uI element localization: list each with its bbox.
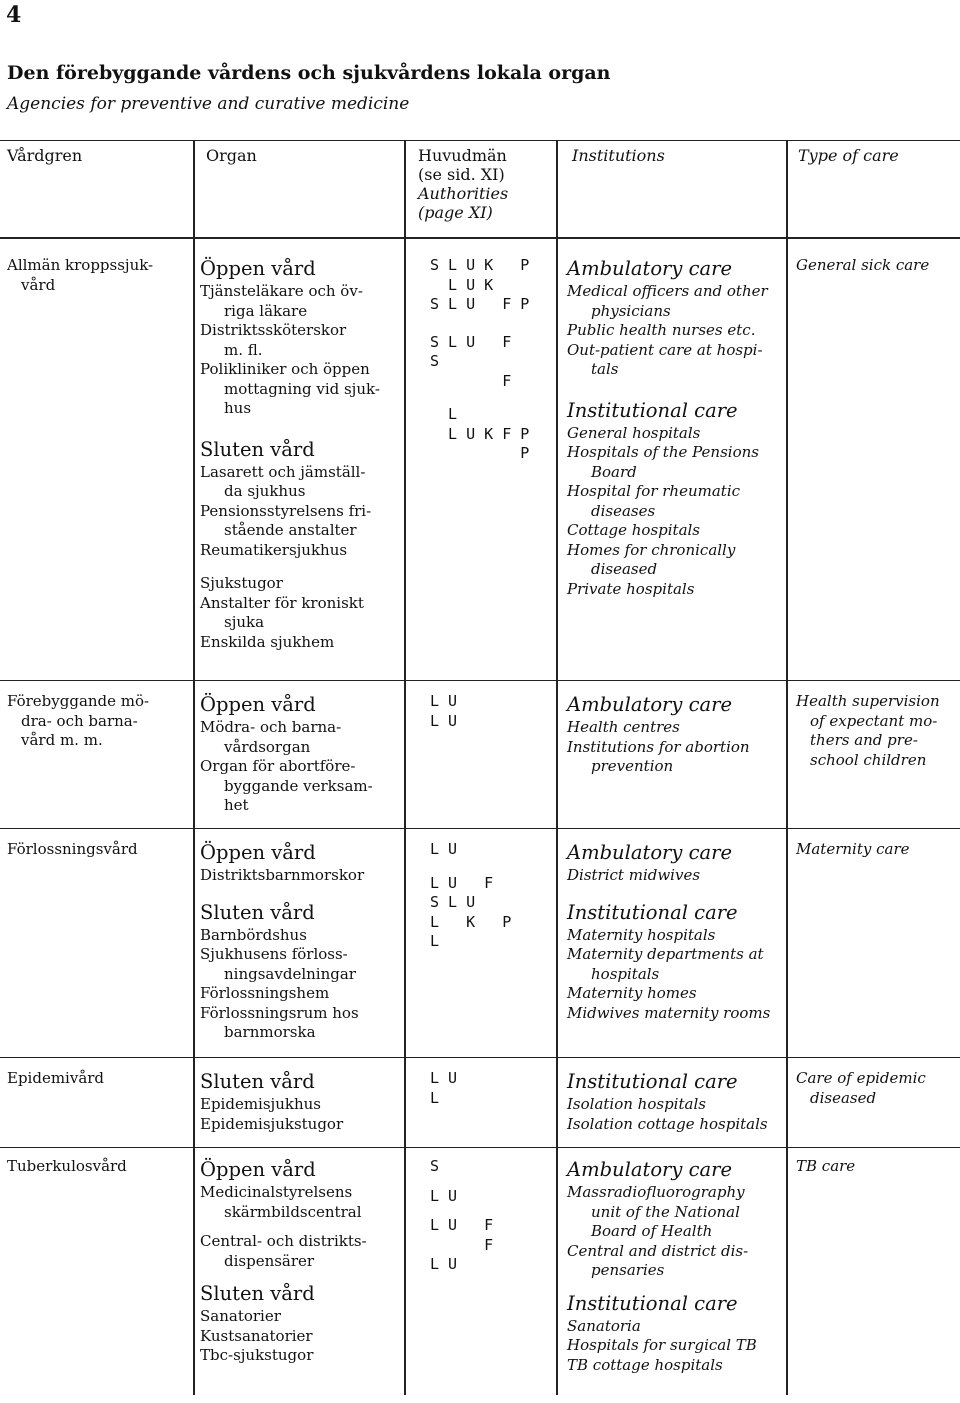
institution-cell bbox=[567, 1069, 768, 1134]
huvudman-line: F bbox=[430, 371, 512, 390]
organ-line: byggande verksam- bbox=[224, 776, 373, 795]
organ-line: stående anstalter bbox=[224, 521, 357, 539]
type-of-care-cell bbox=[796, 1069, 956, 1108]
institution-line: Hospital for rheumatic bbox=[567, 482, 741, 500]
vardgren-line: vård m. m. bbox=[21, 731, 103, 749]
organ-line: Mödra- och barna- bbox=[200, 718, 342, 736]
huvudman-line: L bbox=[430, 405, 458, 423]
huvudman-cell bbox=[430, 256, 529, 464]
institution-line: Private hospitals bbox=[567, 579, 695, 598]
institution-line: prevention bbox=[591, 757, 674, 775]
type-of-care-line: General sick care bbox=[796, 256, 930, 274]
huvudman-line: S bbox=[430, 352, 440, 370]
header-huvudman-line: Authorities bbox=[418, 184, 509, 203]
institution-line: Board of Health bbox=[591, 1222, 713, 1240]
organ-line: da sjukhus bbox=[224, 482, 306, 500]
organ-line: barnmorska bbox=[224, 1023, 316, 1041]
institution-line: Sanatoria bbox=[567, 1316, 641, 1335]
huvudman-cell bbox=[430, 1069, 457, 1108]
organ-line: sjuka bbox=[224, 613, 265, 631]
header-huvudman-line: (se sid. XI) bbox=[418, 165, 505, 184]
huvudman-line: L U bbox=[430, 1186, 458, 1205]
huvudman-line: L U K bbox=[430, 275, 494, 294]
organ-line: Sluten vård bbox=[200, 437, 315, 461]
vardgren-line: Tuberkulosvård bbox=[7, 1157, 127, 1175]
vardgren-cell bbox=[7, 692, 187, 751]
organ-line: riga läkare bbox=[224, 301, 308, 320]
organ-line: Kustsanatorier bbox=[200, 1326, 313, 1345]
institution-line: Institutional care bbox=[567, 398, 738, 422]
institution-line: tals bbox=[591, 360, 619, 378]
page-number: 4 bbox=[6, 2, 22, 28]
header-huvudman bbox=[418, 146, 508, 222]
row-divider bbox=[0, 680, 960, 681]
header-huvudman-line: (page XI) bbox=[418, 203, 493, 222]
organ-line: Reumatikersjukhus bbox=[200, 540, 348, 559]
institution-line: Massradiofluorography bbox=[567, 1183, 745, 1201]
institution-line: Out-patient care at hospi- bbox=[567, 340, 763, 359]
column-divider bbox=[193, 140, 195, 1395]
organ-line: Öppen vård bbox=[200, 1158, 316, 1181]
institution-line: Maternity hospitals bbox=[567, 925, 716, 944]
type-of-care-cell bbox=[796, 840, 956, 860]
page-subtitle: Agencies for preventive and curative medicine bbox=[7, 94, 410, 114]
vardgren-line: Förlossningsvård bbox=[7, 840, 138, 858]
organ-line: ningsavdelningar bbox=[224, 964, 356, 983]
institution-line: Institutional care bbox=[567, 900, 738, 924]
organ-line bbox=[200, 1222, 367, 1232]
vardgren-line: dra- och barna- bbox=[21, 711, 138, 730]
institution-cell bbox=[567, 692, 750, 777]
institution-line: unit of the National bbox=[591, 1202, 740, 1221]
organ-line: Pensionsstyrelsens fri- bbox=[200, 501, 372, 520]
huvudman-line: L U F bbox=[430, 873, 494, 892]
institution-line: diseases bbox=[591, 501, 656, 520]
institution-line: Maternity homes bbox=[567, 984, 697, 1002]
type-of-care-cell bbox=[796, 256, 956, 276]
organ-line: Epidemisjukstugor bbox=[200, 1114, 344, 1133]
organ-line: Medicinalstyrelsens bbox=[200, 1183, 353, 1201]
organ-line: dispensärer bbox=[224, 1251, 315, 1270]
institution-line: Isolation hospitals bbox=[567, 1095, 706, 1113]
organ-line: Enskilda sjukhem bbox=[200, 632, 335, 651]
organ-cell bbox=[200, 692, 373, 816]
institution-cell bbox=[567, 1157, 757, 1375]
huvudman-line bbox=[430, 391, 529, 405]
huvudman-line: S L U K P bbox=[430, 256, 530, 274]
huvudman-line: L bbox=[430, 1088, 440, 1107]
type-of-care-line: diseased bbox=[810, 1088, 877, 1107]
organ-line bbox=[200, 560, 380, 574]
organ-line: Central- och distrikts- bbox=[200, 1232, 367, 1250]
vardgren-line: vård bbox=[21, 275, 56, 294]
organ-line: Förlossningshem bbox=[200, 984, 330, 1002]
huvudman-line: S L U bbox=[430, 893, 476, 911]
organ-line bbox=[200, 419, 380, 437]
column-divider bbox=[556, 140, 558, 1395]
header-institutions: Institutions bbox=[572, 146, 665, 165]
institution-line: Ambulatory care bbox=[567, 1158, 732, 1181]
institution-line: District midwives bbox=[567, 866, 701, 884]
institution-line: Hospitals of the Pensions bbox=[567, 443, 759, 461]
organ-line: Öppen vård bbox=[200, 693, 316, 716]
page-title: Den förebyggande vårdens och sjukvårdens lokala organ bbox=[7, 62, 611, 84]
organ-line: Öppen vård bbox=[200, 257, 316, 280]
vardgren-line: Allmän kroppssjuk- bbox=[7, 256, 154, 274]
huvudman-line: L K P bbox=[430, 912, 512, 931]
huvudman-line: P bbox=[430, 444, 530, 462]
institution-line bbox=[567, 886, 770, 900]
organ-line: Öppen vård bbox=[200, 841, 316, 864]
organ-line: Organ för abortföre- bbox=[200, 757, 356, 775]
organ-line: Förlossningsrum hos bbox=[200, 1003, 359, 1022]
organ-line: Sluten vård bbox=[200, 900, 315, 924]
organ-line: Lasarett och jämställ- bbox=[200, 462, 366, 481]
type-of-care-cell bbox=[796, 1157, 956, 1177]
header-huvudman-line: Huvudmän bbox=[418, 146, 507, 165]
institution-line bbox=[567, 1281, 757, 1291]
institution-line: Hospitals for surgical TB bbox=[567, 1336, 757, 1354]
organ-line: Polikliniker och öppen bbox=[200, 360, 370, 378]
header-organ: Organ bbox=[206, 146, 257, 165]
vardgren-cell bbox=[7, 1157, 187, 1177]
institution-line: Medical officers and other bbox=[567, 282, 768, 300]
organ-line bbox=[200, 1271, 367, 1281]
organ-line: Barnbördshus bbox=[200, 925, 307, 944]
huvudman-cell bbox=[430, 1157, 493, 1275]
huvudman-line: L U bbox=[430, 840, 458, 858]
organ-cell bbox=[200, 1157, 367, 1366]
huvudman-line: S L U F P bbox=[430, 295, 530, 313]
row-divider bbox=[0, 1057, 960, 1058]
organ-line: skärmbildscentral bbox=[224, 1202, 362, 1221]
column-divider bbox=[786, 140, 788, 1395]
type-of-care-line: of expectant mo- bbox=[810, 711, 938, 730]
institution-line: pensaries bbox=[591, 1261, 665, 1279]
institution-line: Health centres bbox=[567, 718, 680, 736]
institution-line: Institutions for abortion bbox=[567, 737, 750, 756]
organ-cell bbox=[200, 1069, 343, 1134]
huvudman-line: L U bbox=[430, 1255, 458, 1273]
vardgren-cell bbox=[7, 1069, 187, 1089]
type-of-care-line: Care of epidemic bbox=[796, 1069, 926, 1087]
huvudman-line: S L U F bbox=[430, 332, 512, 351]
organ-line: Sluten vård bbox=[200, 1070, 315, 1093]
organ-line: Sjukhusens förloss- bbox=[200, 945, 348, 963]
huvudman-line: L U K F P bbox=[430, 424, 530, 443]
huvudman-line: F bbox=[430, 1235, 494, 1254]
institution-cell bbox=[567, 840, 770, 1023]
huvudman-line: L bbox=[430, 932, 440, 950]
organ-line: Anstalter för kroniskt bbox=[200, 593, 364, 612]
organ-line: Tbc-sjukstugor bbox=[200, 1346, 314, 1364]
huvudman-cell bbox=[430, 692, 457, 731]
organ-line: vårdsorgan bbox=[224, 737, 311, 756]
institution-line: Homes for chronically bbox=[567, 540, 736, 559]
organ-line: Distriktssköterskor bbox=[200, 321, 347, 339]
type-of-care-line: TB care bbox=[796, 1157, 856, 1175]
institution-line: hospitals bbox=[591, 964, 660, 983]
type-of-care-line: Maternity care bbox=[796, 840, 910, 858]
huvudman-cell bbox=[430, 840, 511, 952]
organ-line: Sjukstugor bbox=[200, 574, 283, 592]
organ-line: Sluten vård bbox=[200, 1282, 315, 1305]
column-divider bbox=[404, 140, 406, 1395]
organ-cell bbox=[200, 256, 380, 652]
institution-line: General hospitals bbox=[567, 423, 701, 442]
table-top-rule bbox=[0, 140, 960, 141]
institution-line: TB cottage hospitals bbox=[567, 1355, 723, 1374]
institution-line: Cottage hospitals bbox=[567, 521, 701, 539]
organ-line: het bbox=[224, 796, 249, 814]
institution-line: Ambulatory care bbox=[567, 841, 732, 864]
huvudman-line bbox=[430, 1177, 493, 1187]
type-of-care-line: Health supervision bbox=[796, 692, 940, 710]
header-vardgren: Vårdgren bbox=[7, 146, 83, 165]
huvudman-line: L U bbox=[430, 692, 458, 710]
vardgren-line: Förebyggande mö- bbox=[7, 692, 150, 710]
type-of-care-cell bbox=[796, 692, 956, 770]
institution-line: Public health nurses etc. bbox=[567, 321, 756, 339]
institution-line: Ambulatory care bbox=[567, 257, 732, 280]
vardgren-cell bbox=[7, 256, 187, 295]
organ-line bbox=[200, 886, 364, 900]
institution-line: Ambulatory care bbox=[567, 693, 732, 716]
huvudman-line: L U F bbox=[430, 1216, 494, 1234]
organ-line: Epidemisjukhus bbox=[200, 1095, 321, 1113]
header-type-of-care: Type of care bbox=[798, 146, 899, 165]
institution-line: Isolation cottage hospitals bbox=[567, 1114, 768, 1133]
huvudman-line: S bbox=[430, 1157, 440, 1175]
institution-line: diseased bbox=[591, 560, 658, 578]
institution-line bbox=[567, 380, 768, 398]
row-divider bbox=[0, 828, 960, 829]
header-bottom-rule bbox=[0, 237, 960, 239]
institution-cell bbox=[567, 256, 768, 599]
institution-line: Board bbox=[591, 462, 637, 481]
huvudman-line: L U bbox=[430, 1069, 458, 1087]
institution-line: Maternity departments at bbox=[567, 945, 764, 963]
vardgren-line: Epidemivård bbox=[7, 1069, 105, 1087]
organ-line: Tjänsteläkare och öv- bbox=[200, 282, 363, 300]
organ-cell bbox=[200, 840, 364, 1043]
huvudman-line bbox=[430, 860, 511, 874]
organ-line: hus bbox=[224, 399, 252, 417]
organ-line: Sanatorier bbox=[200, 1307, 281, 1325]
vardgren-cell bbox=[7, 840, 187, 860]
type-of-care-line: school children bbox=[810, 750, 927, 769]
institution-line: Midwives maternity rooms bbox=[567, 1003, 771, 1022]
row-divider bbox=[0, 1147, 960, 1148]
institution-line: Central and district dis- bbox=[567, 1241, 749, 1260]
organ-line: Distriktsbarnmorskor bbox=[200, 866, 365, 884]
huvudman-line bbox=[430, 315, 529, 333]
huvudman-line: L U bbox=[430, 711, 458, 730]
type-of-care-line: thers and pre- bbox=[810, 731, 918, 749]
institution-line: physicians bbox=[591, 301, 671, 320]
organ-line: mottagning vid sjuk- bbox=[224, 379, 380, 398]
huvudman-line bbox=[430, 1206, 493, 1216]
organ-line: m. fl. bbox=[224, 340, 263, 359]
institution-line: Institutional care bbox=[567, 1291, 738, 1315]
institution-line: Institutional care bbox=[567, 1070, 738, 1093]
